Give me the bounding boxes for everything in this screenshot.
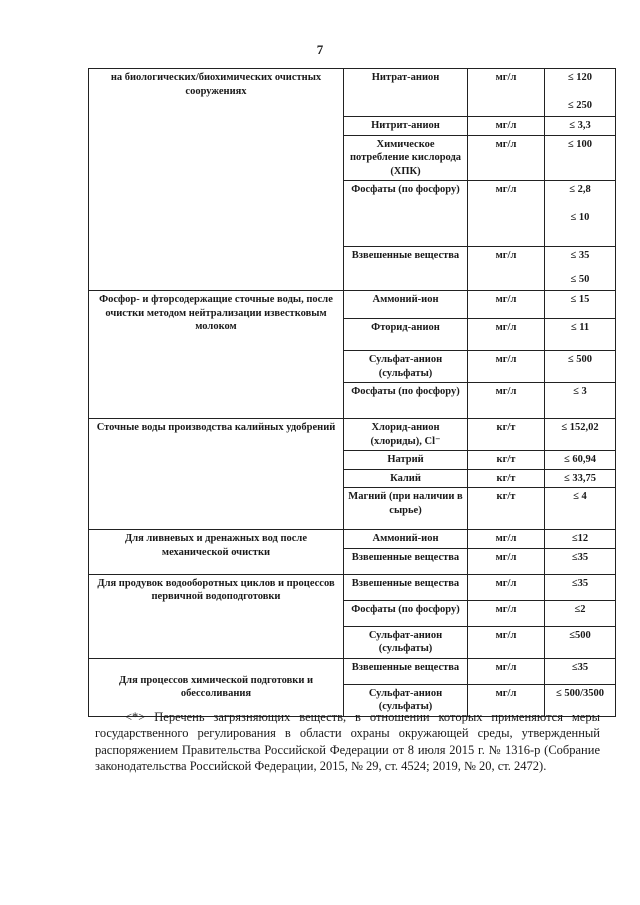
substance-cell: Нитрат-анион	[344, 69, 468, 117]
substance-cell: Сульфат-анион (сульфаты)	[344, 626, 468, 658]
value-line: ≤ 10	[570, 211, 590, 223]
table-row	[89, 291, 616, 319]
unit-cell: мг/л	[468, 530, 545, 549]
value-cell: ≤ 60,94	[545, 451, 616, 470]
unit-cell: мг/л	[468, 319, 545, 351]
source-cell: Сточные воды производства калийных удобрений	[89, 419, 344, 530]
value-cell: ≤ 33,75	[545, 469, 616, 488]
source-cell: Для продувок водооборотных циклов и процессов первичной водоподготовки	[89, 574, 344, 658]
unit-cell: мг/л	[468, 383, 545, 419]
value-line: ≤ 35	[570, 250, 590, 261]
substance-cell: Взвешенные вещества	[344, 658, 468, 684]
value-line: ≤ 2,8	[569, 184, 591, 195]
value-cell: ≤2	[545, 600, 616, 626]
substance-cell: Сульфат-анион (сульфаты)	[344, 351, 468, 383]
substance-cell: Аммоний-ион	[344, 530, 468, 549]
page-number: 7	[316, 42, 324, 57]
substance-cell: Фосфаты (по фосфору)	[344, 600, 468, 626]
substance-cell: Хлорид-анион (хлориды), Cl⁻	[344, 419, 468, 451]
unit-cell: мг/л	[468, 135, 545, 181]
unit-cell: мг/л	[468, 684, 545, 716]
table-row	[89, 574, 616, 600]
table-row	[89, 530, 616, 549]
substance-cell: Магний (при наличии в сырье)	[344, 488, 468, 530]
unit-cell: мг/л	[468, 69, 545, 117]
substance-cell: Взвешенные вещества	[344, 574, 468, 600]
substance-cell: Калий	[344, 469, 468, 488]
substance-cell: Натрий	[344, 451, 468, 470]
substance-cell: Аммоний-ион	[344, 291, 468, 319]
unit-cell: мг/л	[468, 247, 545, 291]
value-cell: ≤500	[545, 626, 616, 658]
value-cell	[545, 181, 616, 247]
unit-cell: мг/л	[468, 291, 545, 319]
value-cell: ≤ 500/3500	[545, 684, 616, 716]
substance-cell: Фосфаты (по фосфору)	[344, 383, 468, 419]
value-cell: ≤ 4	[545, 488, 616, 530]
value-cell: ≤35	[545, 658, 616, 684]
table-row	[89, 658, 616, 684]
substance-cell: Химическое потребление кислорода (ХПК)	[344, 135, 468, 181]
source-cell: на биологических/биохимических очистных сооружениях	[89, 69, 344, 291]
unit-cell: мг/л	[468, 117, 545, 136]
substance-cell: Фторид-анион	[344, 319, 468, 351]
substance-cell: Взвешенные вещества	[344, 548, 468, 574]
unit-cell: мг/л	[468, 351, 545, 383]
unit-cell: кг/т	[468, 419, 545, 451]
value-cell	[545, 247, 616, 291]
unit-cell: мг/л	[468, 574, 545, 600]
value-line: ≤ 250	[567, 99, 593, 111]
value-line: ≤ 120	[567, 72, 593, 83]
source-cell: Для ливневых и дренажных вод после механической очистки	[89, 530, 344, 575]
value-cell	[545, 69, 616, 117]
unit-cell: мг/л	[468, 658, 545, 684]
value-cell: ≤ 15	[545, 291, 616, 319]
value-cell: ≤ 100	[545, 135, 616, 181]
unit-cell: мг/л	[468, 626, 545, 658]
norms-table	[88, 68, 616, 717]
unit-cell: мг/л	[468, 181, 545, 247]
unit-cell: кг/т	[468, 451, 545, 470]
table-row	[89, 69, 616, 117]
substance-cell: Фосфаты (по фосфору)	[344, 181, 468, 247]
value-cell: ≤35	[545, 548, 616, 574]
source-cell: Фосфор- и фторсодержащие сточные воды, после очистки методом нейтрализации известковым молоком	[89, 291, 344, 419]
substance-cell: Нитрит-анион	[344, 117, 468, 136]
value-cell: ≤ 11	[545, 319, 616, 351]
value-line: ≤ 50	[570, 273, 590, 285]
unit-cell: кг/т	[468, 469, 545, 488]
value-cell: ≤ 3	[545, 383, 616, 419]
value-cell: ≤ 152,02	[545, 419, 616, 451]
footnote: <*> Перечень загрязняющих веществ, в отношении которых применяются меры государственного регулирования в области охраны окружающей среды, утвержденный распоряжением Правительства Российской Федерации от 8 июля 2015 г. № 1316-р (Собрание законодательства Российской Федерации, 2015, № 29, ст. 4524; 2019, № 20, ст. 2472).	[95, 709, 600, 773]
unit-cell: мг/л	[468, 548, 545, 574]
substance-cell: Взвешенные вещества	[344, 247, 468, 291]
substance-cell: Сульфат-анион (сульфаты)	[344, 684, 468, 716]
unit-cell: мг/л	[468, 600, 545, 626]
value-cell: ≤12	[545, 530, 616, 549]
value-cell: ≤ 3,3	[545, 117, 616, 136]
table-row	[89, 419, 616, 451]
value-cell: ≤ 500	[545, 351, 616, 383]
unit-cell: кг/т	[468, 488, 545, 530]
source-cell: Для процессов химической подготовки и обессоливания	[89, 658, 344, 716]
value-cell: ≤35	[545, 574, 616, 600]
